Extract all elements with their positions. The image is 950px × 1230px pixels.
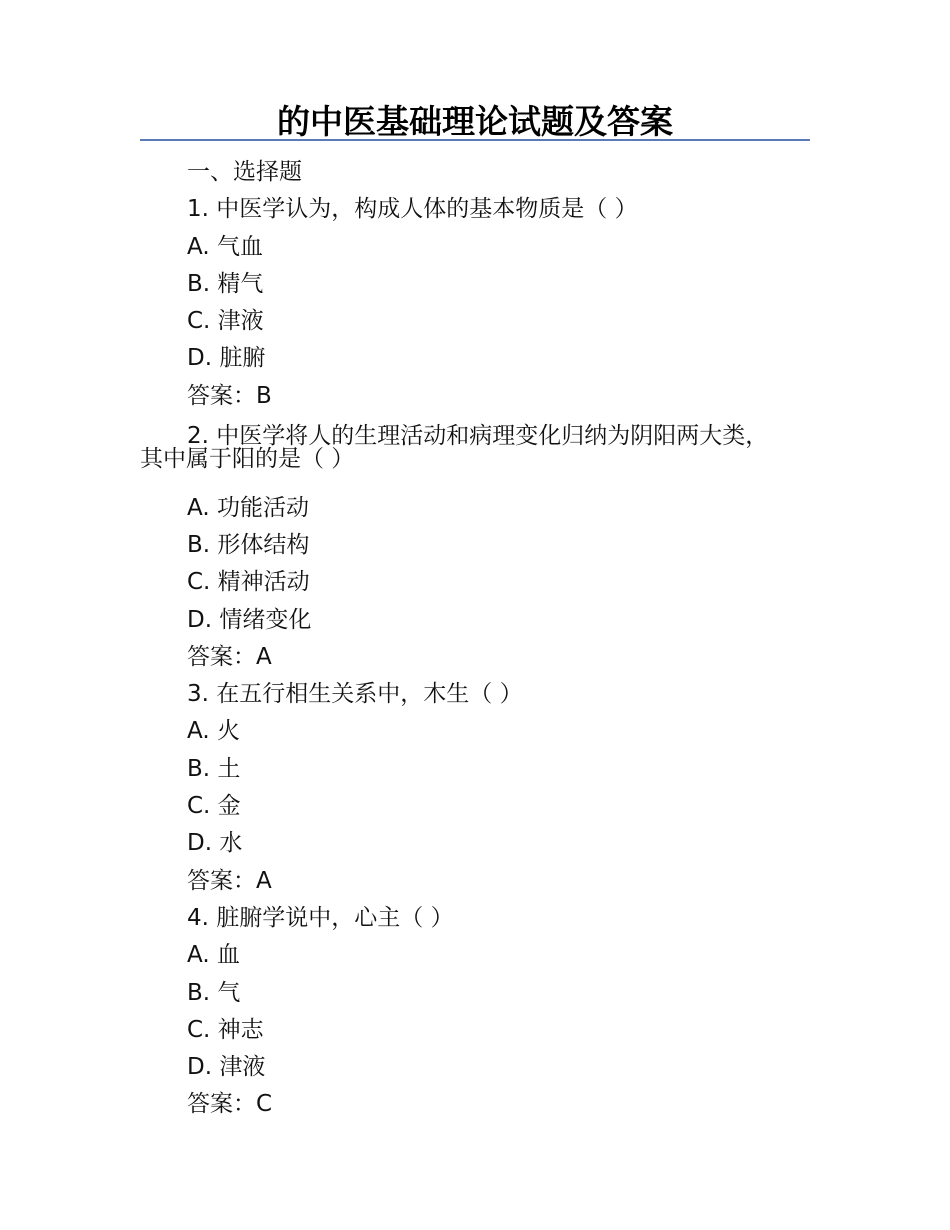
option-d: D. 津液 bbox=[187, 1054, 266, 1081]
option-a: A. 功能活动 bbox=[187, 494, 309, 521]
option-c: C. 神志 bbox=[187, 1016, 264, 1043]
option-c: C. 金 bbox=[187, 793, 241, 820]
option-b: B. 形体结构 bbox=[187, 531, 310, 558]
section-heading: 一、选择题 bbox=[187, 159, 302, 185]
question-stem-line-1: 2. 中医学将人的生理活动和病理变化归纳为阴阳两大类， bbox=[187, 423, 769, 450]
answer-line: 答案：A bbox=[187, 643, 272, 670]
option-a: A. 血 bbox=[187, 942, 240, 969]
answer-line: 答案：B bbox=[187, 382, 272, 409]
question-stem: 3. 在五行相生关系中，木生（ ） bbox=[187, 681, 523, 708]
title-underline bbox=[140, 139, 810, 141]
option-b: B. 精气 bbox=[187, 270, 264, 297]
option-b: B. 土 bbox=[187, 755, 241, 782]
option-d: D. 脏腑 bbox=[187, 345, 266, 372]
document-title: 的中医基础理论试题及答案 bbox=[277, 102, 673, 141]
option-c: C. 津液 bbox=[187, 308, 264, 335]
question-stem-wrapped bbox=[140, 415, 810, 490]
option-b: B. 气 bbox=[187, 979, 241, 1006]
option-a: A. 火 bbox=[187, 718, 240, 745]
answer-line: 答案：A bbox=[187, 867, 272, 894]
option-c: C. 精神活动 bbox=[187, 569, 310, 596]
option-d: D. 水 bbox=[187, 830, 243, 857]
question-stem-line-2: 其中属于阳的是（ ） bbox=[140, 446, 355, 473]
question-stem: 1. 中医学认为，构成人体的基本物质是（ ） bbox=[187, 196, 638, 223]
question-stem: 4. 脏腑学说中，心主（ ） bbox=[187, 904, 454, 931]
answer-line: 答案：C bbox=[187, 1091, 273, 1118]
option-a: A. 气血 bbox=[187, 233, 263, 260]
option-d: D. 情绪变化 bbox=[187, 606, 312, 633]
document-body bbox=[140, 154, 810, 1124]
